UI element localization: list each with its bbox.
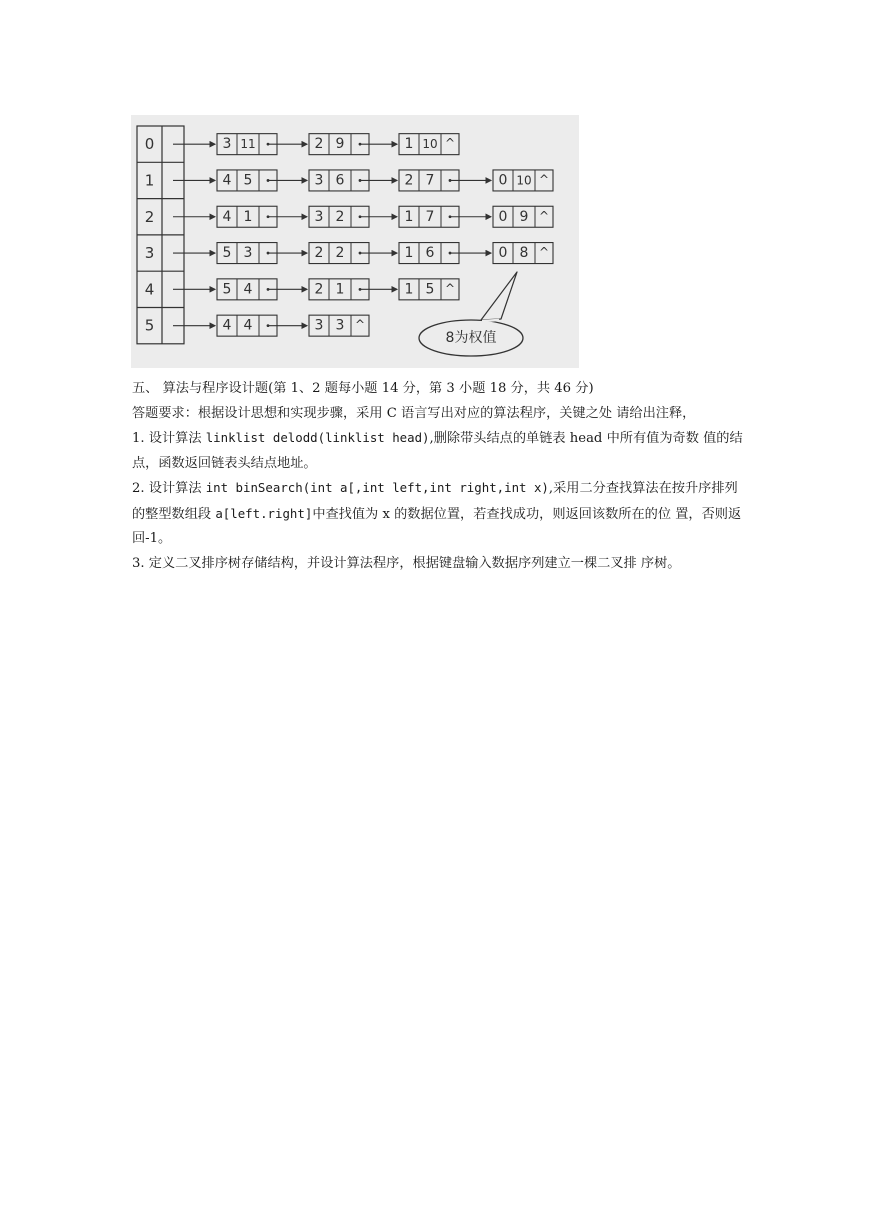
edge-adjvex: 1 <box>404 245 414 262</box>
edge-adjvex: 2 <box>314 281 324 298</box>
vertex-index: 5 <box>144 316 155 335</box>
edge-weight: 5 <box>425 281 435 298</box>
edge-weight: 9 <box>519 208 529 225</box>
edge-weight: 3 <box>243 245 253 262</box>
edge-adjvex: 0 <box>498 208 508 225</box>
question-section <box>132 377 744 576</box>
edge-weight: 11 <box>240 137 256 152</box>
null-pointer-marker: ^ <box>538 208 550 223</box>
edge-adjvex: 1 <box>404 281 414 298</box>
callout-pointer <box>481 272 517 320</box>
edge-adjvex: 2 <box>314 245 324 262</box>
null-pointer-marker: ^ <box>538 245 550 260</box>
edge-weight: 6 <box>335 172 345 189</box>
vertex-index: 4 <box>144 280 155 299</box>
section-heading: 五、 算法与程序设计题(第 1、2 题每小题 14 分，第 3 小题 18 分，共 46 分) <box>132 381 594 396</box>
edge-weight: 8 <box>519 245 529 262</box>
edge-adjvex: 3 <box>314 172 324 189</box>
edge-adjvex: 1 <box>404 136 414 153</box>
edge-weight: 9 <box>335 136 345 153</box>
vertex-index: 0 <box>144 135 155 154</box>
edge-adjvex: 2 <box>404 172 414 189</box>
edge-weight: 2 <box>335 245 345 262</box>
edge-adjvex: 5 <box>222 245 232 262</box>
q2-function-signature: int binSearch(int a[,int left,int right,int x) <box>205 480 549 495</box>
null-pointer-marker: ^ <box>444 136 456 151</box>
q2-array-segment: a[left.right] <box>215 505 313 521</box>
question-1: 1. 设计算法 linklist delodd(linklist head),删除带头结点的单链表 head 中所有值为奇数 值的结点，函数返回链表头结点地址。 <box>132 430 743 471</box>
edge-adjvex: 4 <box>222 317 232 334</box>
answer-requirement: 答题要求：根据设计思想和实现步骤，采用 C 语言写出对应的算法程序，关键之处 请给出注释， <box>132 405 696 421</box>
question-2: 2. 设计算法 int binSearch(int a[,int left,int right,int x),采用二分查找算法在按升序排列 的整型数组段 a[left.right]中查找值为 x 的数据位置，若查找成功，则返回该数所在的位 置，否则返回-1。 <box>132 480 742 546</box>
edge-weight: 3 <box>335 317 345 334</box>
edge-weight: 4 <box>243 317 253 334</box>
null-pointer-marker: ^ <box>538 172 550 187</box>
adjacency-list-diagram <box>131 115 579 368</box>
callout-join <box>482 320 499 321</box>
edge-weight: 2 <box>335 208 345 225</box>
question-3: 3. 定义二叉排序树存储结构，并设计算法程序，根据键盘输入数据序列建立一棵二叉排 序树。 <box>132 555 681 571</box>
edge-weight: 1 <box>243 208 253 225</box>
edge-adjvex: 5 <box>222 281 232 298</box>
edge-weight: 6 <box>425 245 435 262</box>
callout-label: 8为权值 <box>445 330 497 346</box>
edge-adjvex: 0 <box>498 172 508 189</box>
edge-weight: 7 <box>425 172 435 189</box>
edge-weight: 10 <box>422 137 438 152</box>
edge-adjvex: 1 <box>404 208 414 225</box>
null-pointer-marker: ^ <box>354 317 366 332</box>
null-pointer-marker: ^ <box>444 281 456 296</box>
edge-weight: 10 <box>516 173 532 188</box>
edge-adjvex: 4 <box>222 208 232 225</box>
vertex-index: 1 <box>144 171 155 190</box>
vertex-index: 3 <box>144 244 155 263</box>
edge-weight: 1 <box>335 281 345 298</box>
edge-adjvex: 3 <box>314 317 324 334</box>
edge-adjvex: 0 <box>498 245 508 262</box>
q1-function-signature: linklist delodd(linklist head) <box>205 430 430 445</box>
edge-adjvex: 4 <box>222 172 232 189</box>
edge-adjvex: 3 <box>314 208 324 225</box>
vertex-index: 2 <box>144 207 155 226</box>
edge-weight: 5 <box>243 172 253 189</box>
edge-adjvex: 2 <box>314 136 324 153</box>
edge-weight: 7 <box>425 208 435 225</box>
edge-adjvex: 3 <box>222 136 232 153</box>
adjacency-list-figure <box>131 115 579 368</box>
edge-weight: 4 <box>243 281 253 298</box>
